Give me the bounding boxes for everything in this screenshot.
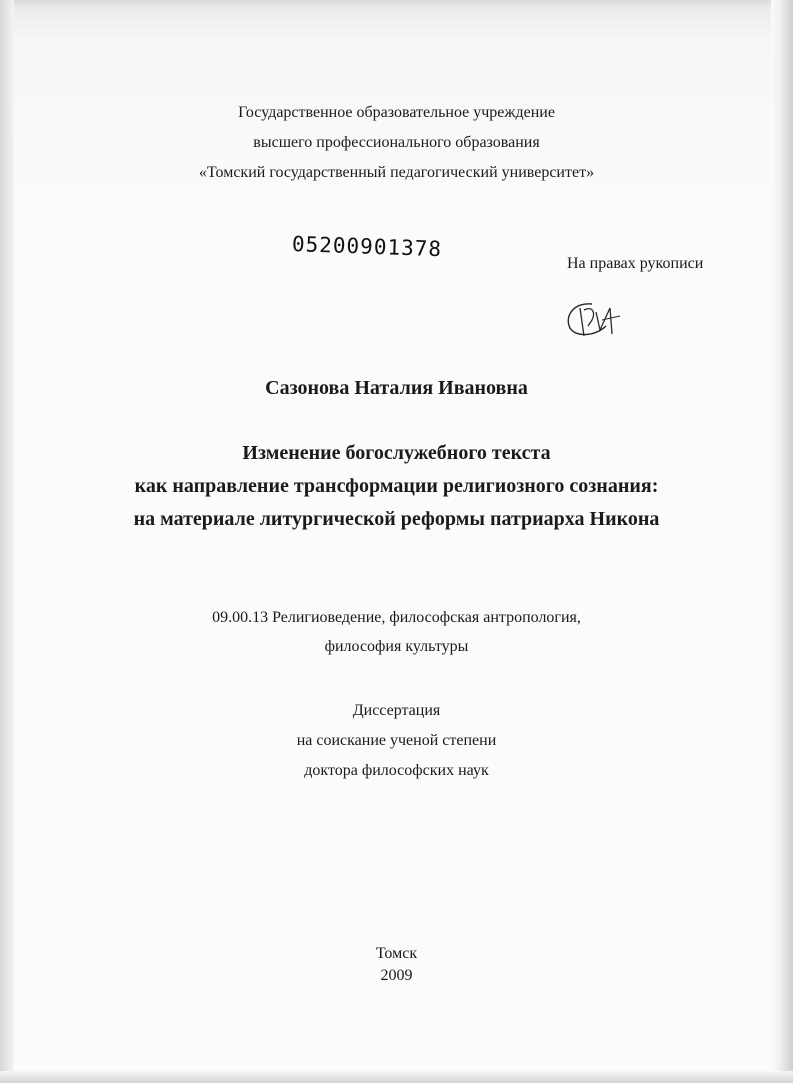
year: 2009: [380, 967, 413, 984]
specialty-line-2: философия культуры: [324, 638, 469, 655]
scan-edge-right: [771, 0, 793, 1083]
institution-line-3: «Томский государственный педагогический университет»: [198, 164, 595, 181]
title-line-2: как направление трансформации религиозного сознания:: [134, 475, 659, 497]
scan-edge-bottom: [0, 1071, 793, 1083]
institution-line-1: Государственное образовательное учреждение: [238, 104, 555, 121]
title-line-1: Изменение богослужебного текста: [242, 442, 551, 464]
degree-line-3: доктора философских наук: [304, 762, 489, 779]
institution-line-2: высшего профессионального образования: [253, 134, 540, 151]
serial-number-stamp: 05200901378: [291, 232, 443, 262]
scan-edge-left: [0, 0, 14, 1083]
degree-line-2: на соискание ученой степени: [296, 732, 497, 749]
degree-line-1: Диссертация: [352, 702, 441, 719]
city: Томск: [375, 945, 418, 962]
title-line-3: на материале литургической реформы патриарха Никона: [133, 508, 660, 530]
manuscript-note: На правах рукописи: [567, 255, 704, 272]
signature-icon: [562, 296, 622, 342]
author-name: Сазонова Наталия Ивановна: [265, 377, 528, 399]
specialty-line-1: 09.00.13 Религиоведение, философская антропология,: [212, 609, 581, 626]
